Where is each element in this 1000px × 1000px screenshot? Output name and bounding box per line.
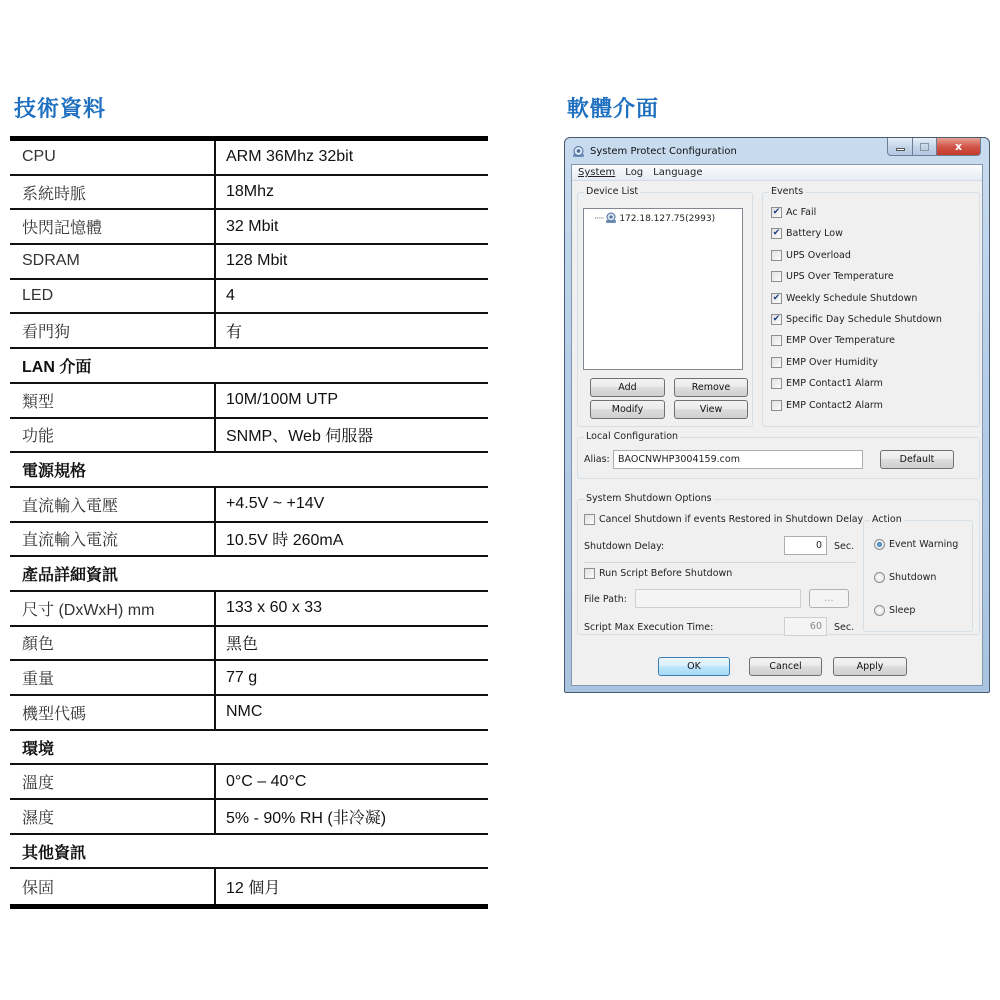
menu-bar xyxy=(572,165,982,181)
spec-row xyxy=(10,592,488,627)
spec-key: 尺寸 (DxWxH) mm xyxy=(10,592,216,625)
event-label: EMP Contact2 Alarm xyxy=(786,399,883,411)
spec-row xyxy=(10,869,488,904)
shutdown-delay-input[interactable]: 0 xyxy=(784,536,827,555)
spec-value: 10.5V 時 260mA xyxy=(226,532,344,550)
event-checkbox[interactable] xyxy=(771,335,895,346)
checkbox-box xyxy=(584,514,595,525)
maximize-icon xyxy=(920,143,929,151)
spec-key: 溫度 xyxy=(10,765,216,798)
spec-value: 5% - 90% RH (非冷凝) xyxy=(226,809,387,827)
event-label: UPS Overload xyxy=(786,249,851,261)
shutdown-delay-label: Shutdown Delay: xyxy=(584,541,665,552)
default-alias-button[interactable]: Default xyxy=(880,450,954,469)
browse-button[interactable]: ... xyxy=(809,589,849,608)
ok-button[interactable]: OK xyxy=(658,657,730,676)
events-group xyxy=(762,186,980,427)
event-checkbox[interactable] xyxy=(771,400,883,411)
menu-language[interactable]: Language xyxy=(653,167,703,178)
spec-value: +4.5V ~ +14V xyxy=(226,495,325,513)
apply-button[interactable]: Apply xyxy=(833,657,907,676)
shutdown-options-legend: System Shutdown Options xyxy=(586,493,712,504)
checkbox-box xyxy=(584,568,595,579)
spec-key: 濕度 xyxy=(10,800,216,833)
run-script-label: Run Script Before Shutdown xyxy=(599,568,733,579)
remove-device-button[interactable]: Remove xyxy=(674,378,748,397)
radio-icon xyxy=(874,605,885,616)
ups-device-icon xyxy=(605,212,617,226)
cancel-button[interactable]: Cancel xyxy=(749,657,822,676)
spec-key: 類型 xyxy=(10,384,216,417)
spec-key: 直流輸入電壓 xyxy=(10,488,216,521)
spec-value: 黑色 xyxy=(226,636,259,654)
action-group xyxy=(863,514,973,632)
max-exec-unit: Sec. xyxy=(834,622,855,633)
action-label: Sleep xyxy=(889,605,916,616)
radio-selected-icon xyxy=(874,539,885,550)
spec-value: 18Mhz xyxy=(226,183,275,201)
spec-row xyxy=(10,661,488,696)
spec-value: SNMP、Web 伺服器 xyxy=(226,428,374,446)
spec-value: 有 xyxy=(226,324,243,342)
spec-row xyxy=(10,488,488,523)
action-label: Shutdown xyxy=(889,572,937,583)
device-list-legend: Device List xyxy=(586,186,639,197)
action-radio[interactable] xyxy=(874,539,958,550)
spec-table xyxy=(10,136,488,909)
checkmark-icon: ✔ xyxy=(772,207,781,217)
radio-dot xyxy=(877,542,882,547)
spec-group-title: LAN 介面 xyxy=(22,358,92,376)
spec-value: 128 Mbit xyxy=(226,252,288,270)
checkbox-box xyxy=(771,271,782,282)
max-exec-input[interactable]: 60 xyxy=(784,617,827,636)
spec-row xyxy=(10,523,488,558)
spec-key: CPU xyxy=(10,141,216,174)
action-label: Event Warning xyxy=(889,539,959,550)
spec-group-title: 環境 xyxy=(22,740,55,758)
spec-group-header xyxy=(10,731,488,766)
device-list-group xyxy=(577,186,753,427)
event-checkbox[interactable] xyxy=(771,378,883,389)
spec-key: 顏色 xyxy=(10,627,216,660)
device-list-item[interactable] xyxy=(594,212,715,226)
maximize-button[interactable] xyxy=(913,138,937,156)
event-checkbox[interactable] xyxy=(771,357,878,368)
checkmark-icon: ✔ xyxy=(772,228,781,239)
spec-value: 133 x 60 x 33 xyxy=(226,599,323,617)
event-checkbox[interactable] xyxy=(771,207,816,218)
spec-row xyxy=(10,245,488,280)
spec-value: 12 個月 xyxy=(226,880,281,898)
event-label: EMP Contact1 Alarm xyxy=(786,378,883,390)
app-window xyxy=(564,137,990,693)
spec-group-header xyxy=(10,349,488,384)
spec-row xyxy=(10,696,488,731)
spec-group-title: 電源規格 xyxy=(22,463,87,481)
spec-row xyxy=(10,210,488,245)
event-label: EMP Over Temperature xyxy=(786,335,895,347)
spec-key: 系統時脈 xyxy=(10,176,216,209)
spec-row xyxy=(10,141,488,176)
alias-label: Alias: xyxy=(584,454,610,465)
alias-input[interactable]: BAOCNWHP3004159.com xyxy=(613,450,863,469)
spec-row xyxy=(10,176,488,211)
max-exec-label: Script Max Execution Time: xyxy=(584,622,714,633)
spec-group-title: 其他資訊 xyxy=(22,844,87,862)
event-label: Ac Fail xyxy=(786,207,817,218)
app-icon xyxy=(571,144,585,158)
action-radio[interactable] xyxy=(874,572,936,583)
window-title: System Protect Configuration xyxy=(590,145,737,157)
spec-key: 重量 xyxy=(10,661,216,694)
spec-value: 32 Mbit xyxy=(226,217,279,235)
file-path-label: File Path: xyxy=(584,594,627,605)
spec-row xyxy=(10,419,488,454)
checkbox-box xyxy=(771,357,782,368)
events-legend: Events xyxy=(771,186,804,197)
shutdown-options-group xyxy=(577,493,980,635)
event-label: Specific Day Schedule Shutdown xyxy=(786,314,942,325)
title-bar[interactable] xyxy=(565,138,989,164)
event-checkbox[interactable] xyxy=(771,271,894,282)
event-label: Weekly Schedule Shutdown xyxy=(786,292,918,304)
menu-log[interactable]: Log xyxy=(625,167,644,178)
spec-group-header xyxy=(10,835,488,870)
event-checkbox[interactable] xyxy=(771,250,851,261)
spec-row xyxy=(10,627,488,662)
shutdown-delay-unit: Sec. xyxy=(834,541,855,552)
spec-row xyxy=(10,800,488,835)
add-device-button[interactable]: Add xyxy=(590,378,665,397)
local-config-legend: Local Configuration xyxy=(586,431,679,442)
spec-value: 0°C – 40°C xyxy=(226,772,307,790)
close-icon: x xyxy=(954,140,963,153)
spec-value: 77 g xyxy=(226,668,258,686)
minimize-icon xyxy=(896,148,905,151)
run-script-checkbox[interactable] xyxy=(584,568,732,579)
local-config-group xyxy=(577,431,980,479)
spec-key: 機型代碼 xyxy=(10,696,216,729)
file-path-input[interactable] xyxy=(635,589,801,608)
window-client-area xyxy=(571,164,983,686)
checkbox-box xyxy=(771,250,782,261)
checkbox-box xyxy=(771,378,782,389)
spec-key: 保固 xyxy=(10,869,216,904)
spec-row xyxy=(10,384,488,419)
menu-system[interactable]: System xyxy=(578,167,616,178)
spec-key: LED xyxy=(10,280,216,313)
event-label: Battery Low xyxy=(786,228,843,240)
spec-value: 10M/100M UTP xyxy=(226,391,339,409)
action-legend: Action xyxy=(872,514,902,525)
spec-group-header xyxy=(10,557,488,592)
event-checkbox[interactable] xyxy=(771,293,917,304)
spec-row xyxy=(10,765,488,800)
spec-row xyxy=(10,280,488,315)
spec-row xyxy=(10,314,488,349)
checkbox-box xyxy=(771,335,782,346)
device-list[interactable] xyxy=(583,208,743,370)
close-button[interactable] xyxy=(937,138,981,156)
spec-value: NMC xyxy=(226,703,263,721)
spec-key: 看門狗 xyxy=(10,314,216,347)
radio-icon xyxy=(874,572,885,583)
minimize-button[interactable] xyxy=(887,138,913,156)
spec-key: 功能 xyxy=(10,419,216,452)
event-checkbox[interactable] xyxy=(771,228,843,239)
spec-section-title: 技術資料 xyxy=(14,97,107,122)
spec-key: SDRAM xyxy=(10,245,216,278)
checkmark-icon: ✔ xyxy=(772,292,781,303)
separator xyxy=(584,562,856,563)
spec-key: 快閃記憶體 xyxy=(10,210,216,243)
checkmark-icon: ✔ xyxy=(772,314,781,324)
spec-group-title: 產品詳細資訊 xyxy=(22,567,119,585)
modify-device-button[interactable]: Modify xyxy=(590,400,665,419)
spec-group-header xyxy=(10,453,488,488)
view-device-button[interactable]: View xyxy=(674,400,748,419)
event-label: UPS Over Temperature xyxy=(786,271,894,283)
event-checkbox[interactable] xyxy=(771,314,942,325)
spec-key: 直流輸入電流 xyxy=(10,523,216,556)
spec-value: 4 xyxy=(226,287,235,305)
checkbox-box xyxy=(771,400,782,411)
spec-value: ARM 36Mhz 32bit xyxy=(226,148,354,166)
cancel-if-restored-label: Cancel Shutdown if events Restored in Shutdown Delay xyxy=(599,514,864,525)
tree-connector: ····· xyxy=(594,214,604,224)
device-address: 172.18.127.75(2993) xyxy=(619,214,716,224)
event-label: EMP Over Humidity xyxy=(786,356,878,368)
action-radio[interactable] xyxy=(874,605,915,616)
cancel-if-restored-checkbox[interactable] xyxy=(584,514,863,525)
software-section-title: 軟體介面 xyxy=(567,97,660,122)
